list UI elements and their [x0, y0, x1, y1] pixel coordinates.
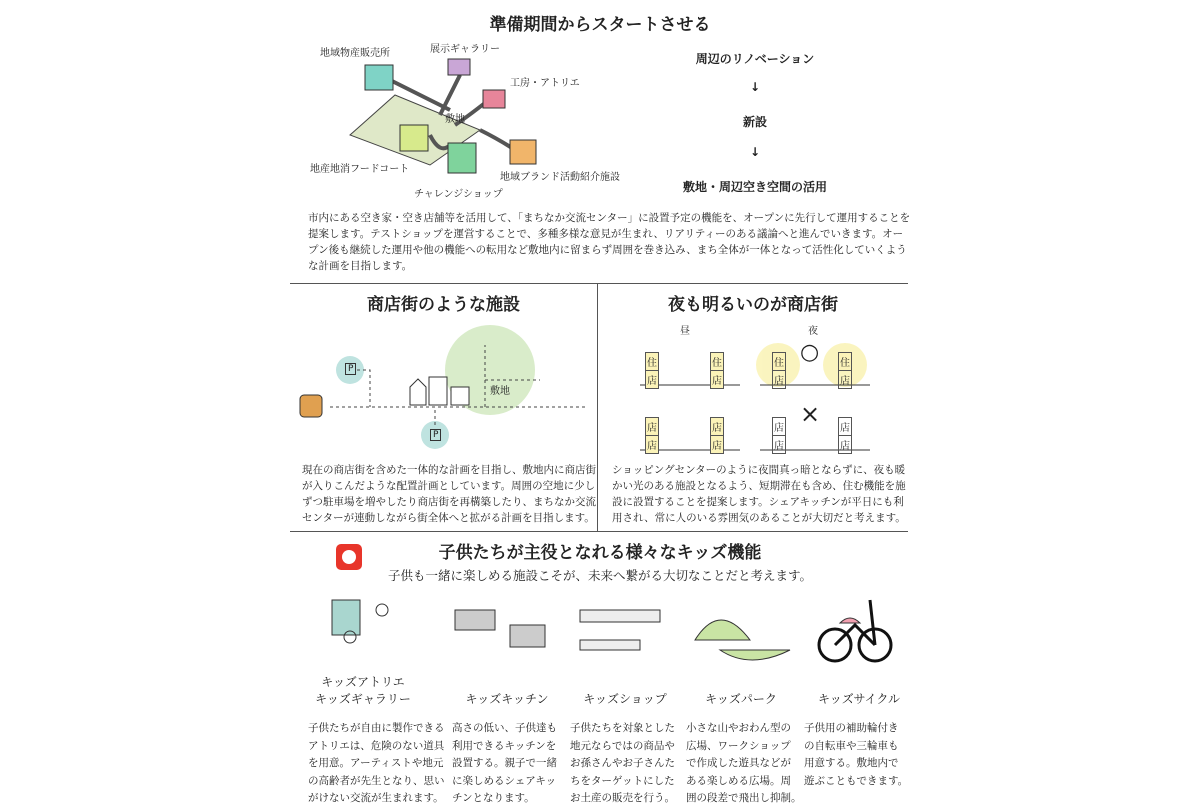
text-line: ずつ駐車場を増やしたり商店街を再構築したり、まちなか交流 — [302, 496, 596, 508]
flow-arrow-icon: ↓ — [749, 80, 761, 94]
label-site: 敷地 — [445, 114, 465, 125]
kids-item-text: 子供たちが自由に製作できる アトリエは、危険のない道具 を用意。アーティストや地元 の高齢者が先生となり、思い がけない交流が生まれます。 — [308, 722, 445, 804]
shop-box: 店 — [710, 370, 724, 389]
shop-box: 店 — [772, 417, 786, 436]
right-paragraph — [612, 462, 906, 526]
parking-icon: P — [430, 429, 441, 441]
shop-box: 店 — [645, 435, 659, 454]
kids-item-atelier — [308, 600, 445, 808]
kids-item-text: 小さな山やおわん型の 広場、ワークショップ で作成した遊具などが ある楽しめる広場。周 囲の段差で飛出し抑制。 — [686, 722, 802, 804]
shop-box: 店 — [645, 370, 659, 389]
kids-item-shop — [570, 600, 680, 808]
flow-step-vacant-space: 敷地・周辺空き空間の活用 — [682, 180, 827, 194]
kids-item-text: 子供たちを対象とした 地元ならではの商品や お孫さんやお子さんた ちをターゲットにした お土産の販売を行う。 — [570, 722, 675, 804]
kids-item-name: キッズショップ — [583, 692, 667, 706]
kids-item-text: 高さの低い、子供達も 利用できるキッチンを 設置する。親子で一緒 に楽しめるシェアキッ チンとなります。 — [452, 722, 557, 804]
parking-icon: P — [345, 363, 356, 375]
text-line: な計画を目指します。 — [308, 260, 413, 272]
shop-box: 店 — [710, 417, 724, 436]
kids-item-park — [686, 600, 802, 808]
house-box: 住 — [838, 352, 852, 371]
text-line: 現在の商店街を含めた一体的な計画を目指し、敷地内に商店街 — [302, 464, 596, 476]
flow-step-renovation: 周辺のリノベーション — [695, 52, 815, 66]
label-brand-facility: 地域ブランド活動紹介施設 — [500, 172, 620, 183]
shop-box: 店 — [838, 370, 852, 389]
text-line: が入りこんだような配置計画としています。周囲の空地に少し — [302, 480, 596, 492]
text-line: 用され、常に人のいる雰囲気のあることが大切だと考えます。 — [612, 512, 906, 524]
house-box: 住 — [772, 352, 786, 371]
text-line: 市内にある空き家・空き店舗等を活用して、「まちなか交流センター」に設置予定の機能を、オープンに先行して運用することを — [308, 212, 911, 224]
label-night: 夜 — [808, 326, 818, 337]
shop-box: 店 — [838, 417, 852, 436]
text-line: 提案します。テストショップを運営することで、多種多様な意見が生まれ、リアリティーのある議論へと進んでいきます。オー — [308, 228, 904, 240]
shopping-street-illustration — [295, 325, 595, 455]
top-section-title: 準備期間からスタートさせる — [489, 15, 711, 35]
kids-item-name: キッズアトリエ キッズギャラリー — [315, 675, 411, 706]
label-challenge-shop: チャレンジショップ — [414, 189, 503, 200]
text-line: プン後も継続した運用や他の機能への転用など敷地内に留まらず周囲を巻き込み、まち全体が一体となって活性化していくよう — [308, 244, 907, 256]
label-day: 昼 — [680, 326, 690, 337]
label-local-products: 地域物産販売所 — [320, 48, 390, 59]
left-paragraph — [302, 462, 596, 526]
divider — [290, 283, 908, 284]
label-workshop: 工房・アトリエ — [510, 78, 580, 89]
flow-step-new: 新設 — [742, 115, 767, 129]
shop-box: 店 — [838, 435, 852, 454]
flow-arrow-icon: ↓ — [749, 145, 761, 159]
kids-item-name: キッズキッチン — [465, 692, 549, 706]
shop-box: 店 — [772, 435, 786, 454]
label-food-court: 地産地消フードコート — [310, 164, 410, 175]
kids-item-text: 子供用の補助輪付き の自転車や三輪車も 用意する。敷地内で 遊ぶこともできます。 — [804, 722, 909, 787]
kids-subtitle: 子供も一緒に楽しめる施設こそが、未来へ繋がる大切なことだと考えます。 — [387, 568, 812, 583]
kids-item-name: キッズパーク — [705, 692, 777, 706]
text-line: かい光のある施設となるよう、短期滞在も含め、住む機能を施 — [612, 480, 906, 492]
text-line: センターが連動しながら街全体へと拡がる計画を目指します。 — [302, 512, 595, 524]
kids-section-title: 子供たちが主役となれる様々なキッズ機能 — [438, 543, 762, 563]
house-box: 住 — [645, 352, 659, 371]
kids-item-cycle — [804, 600, 914, 790]
divider — [597, 283, 598, 531]
kids-item-kitchen — [452, 600, 562, 808]
label-site: 敷地 — [490, 386, 510, 397]
shop-box: 店 — [710, 435, 724, 454]
top-paragraph — [308, 210, 910, 274]
label-gallery: 展示ギャラリー — [430, 44, 500, 55]
divider — [290, 531, 908, 532]
shop-box: 店 — [645, 417, 659, 436]
right-section-title: 夜も明るいのが商店街 — [668, 295, 838, 315]
left-section-title: 商店街のような施設 — [367, 295, 520, 315]
circle-icon: ○ — [800, 340, 820, 365]
shop-box: 店 — [772, 370, 786, 389]
text-line: 設に設置することを提案します。シェアキッチンが平日にも利 — [612, 496, 904, 508]
kids-item-name: キッズサイクル — [817, 692, 901, 706]
text-line: ショッピングセンターのように夜間真っ暗とならずに、夜も暖 — [612, 464, 906, 476]
cross-icon: × — [800, 400, 821, 428]
house-box: 住 — [710, 352, 724, 371]
